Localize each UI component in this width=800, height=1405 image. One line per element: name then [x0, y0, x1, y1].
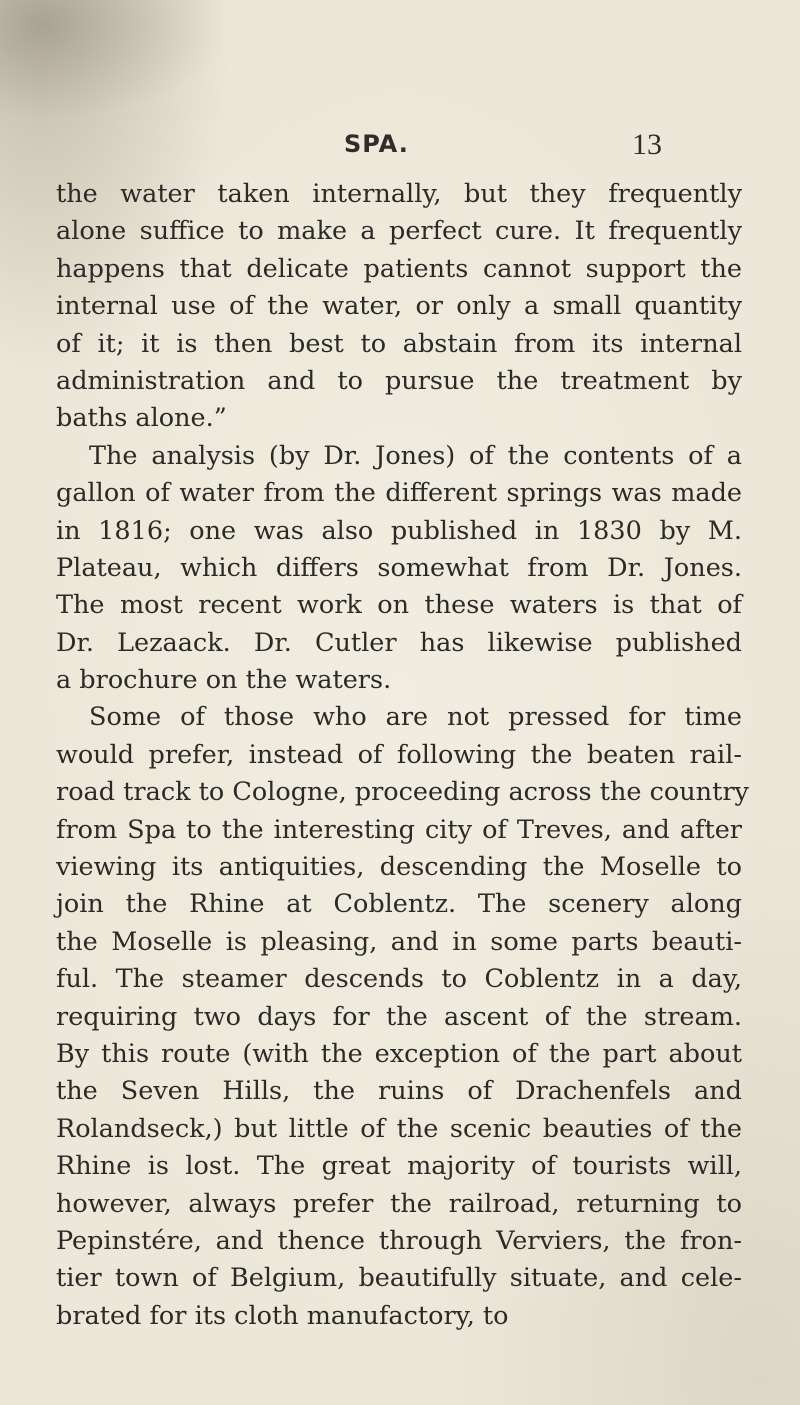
text-line: Rhine is lost. The great majority of tourists will, — [56, 1151, 742, 1182]
text-line: Pepinstére, and thence through Verviers, the fron- — [56, 1225, 742, 1256]
text-line: of it; it is then best to abstain from its internal — [56, 328, 742, 359]
body-text — [56, 176, 749, 1335]
text-line: Dr. Lezaack. Dr. Cutler has likewise published — [56, 627, 742, 658]
text-line: happens that delicate patients cannot support the — [56, 253, 742, 284]
text-line: administration and to pursue the treatment by — [56, 365, 742, 396]
text-line: in 1816; one was also published in 1830 by M. — [56, 515, 742, 546]
text-line: Rolandseck,) but little of the scenic beauties of the — [56, 1113, 742, 1144]
running-head — [0, 128, 800, 168]
page-number: 13 — [632, 128, 662, 161]
text-line: viewing its antiquities, descending the Moselle to — [56, 852, 742, 883]
text-line: the Seven Hills, the ruins of Drachenfels and — [56, 1076, 742, 1107]
text-line: ful. The steamer descends to Coblentz in a day, — [56, 964, 742, 995]
text-line: gallon of water from the different springs was made — [56, 478, 742, 509]
text-line: Plateau, which differs somewhat from Dr. Jones. — [56, 552, 742, 583]
text-line: internal use of the water, or only a small quantity — [56, 291, 742, 322]
text-line: however, always prefer the railroad, returning to — [56, 1188, 742, 1219]
text-line: By this route (with the exception of the part about — [56, 1038, 742, 1069]
paragraph-start-line: Some of those who are not pressed for time — [89, 702, 742, 733]
text-line: brated for its cloth manufactory, to — [56, 1300, 509, 1331]
text-line: the water taken internally, but they frequently — [56, 179, 742, 209]
text-line: the Moselle is pleasing, and in some parts beauti- — [56, 926, 742, 957]
text-line: alone suffice to make a perfect cure. It frequently — [56, 216, 742, 247]
text-line: baths alone.” — [56, 403, 227, 434]
text-line: road track to Cologne, proceeding across the country — [56, 777, 749, 808]
paragraph-start-line: The analysis (by Dr. Jones) of the contents of a — [89, 440, 742, 471]
text-line: a brochure on the waters. — [56, 665, 392, 696]
page-stain — [0, 0, 230, 120]
text-line: would prefer, instead of following the beaten rail- — [56, 739, 742, 770]
running-title: SPA. — [344, 130, 409, 158]
text-line: The most recent work on these waters is that of — [56, 590, 742, 621]
text-line: from Spa to the interesting city of Treves, and after — [56, 814, 742, 845]
text-line: requiring two days for the ascent of the stream. — [56, 1001, 742, 1032]
text-line: join the Rhine at Coblentz. The scenery along — [56, 889, 742, 920]
text-line: tier town of Belgium, beautifully situate, and cele- — [56, 1263, 742, 1294]
